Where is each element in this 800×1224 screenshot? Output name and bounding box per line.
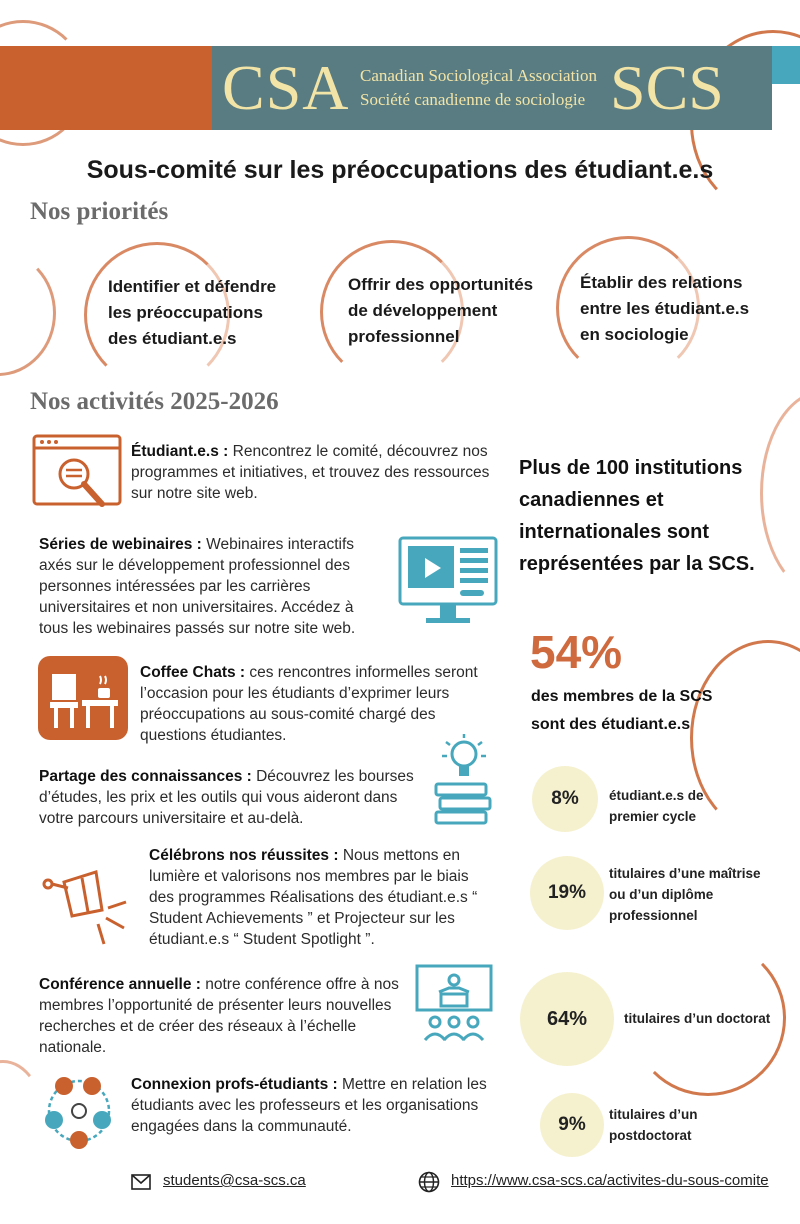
activity-title: Partage des connaissances : xyxy=(39,768,252,785)
email-link[interactable]: students@csa-scs.ca xyxy=(163,1172,306,1189)
priority-item xyxy=(108,274,276,352)
activity-item xyxy=(149,845,484,950)
priority-line: Établir des relations xyxy=(580,273,743,292)
students-percent: 54% xyxy=(530,626,623,678)
priority-line: des étudiant.e.s xyxy=(108,329,237,348)
banner-accent-block xyxy=(772,46,800,84)
decorative-ring xyxy=(0,250,56,376)
activity-item xyxy=(39,534,379,639)
priority-line: Offrir des opportunités xyxy=(348,275,534,294)
coffee-desk-icon xyxy=(38,656,128,740)
activity-item xyxy=(131,441,491,504)
stat-bubble: 9% xyxy=(540,1093,604,1157)
activity-item xyxy=(131,1074,491,1137)
spotlight-icon xyxy=(38,858,134,948)
envelope-icon xyxy=(131,1174,151,1190)
activities-heading: Nos activités 2025-2026 xyxy=(30,388,279,415)
conference-presenter-icon xyxy=(415,964,493,1044)
books-lightbulb-icon xyxy=(432,732,494,832)
banner-orange-block xyxy=(0,46,212,130)
activity-text: Découvrez les bourses d’études, les prix et les outils qui vous aideront dans votre parcours universitaire et au-delà. xyxy=(39,768,414,827)
priority-item xyxy=(348,272,533,350)
activity-title: Coffee Chats : xyxy=(140,664,246,681)
activity-title: Connexion profs-étudiants : xyxy=(131,1076,338,1093)
activity-text: Rencontrez le comité, découvrez nos programmes et initiatives, et trouvez des ressources sur notre site web. xyxy=(131,443,490,502)
network-people-icon xyxy=(38,1070,120,1152)
website-link[interactable]: https://www.csa-scs.ca/activites-du-sous-comite xyxy=(451,1172,769,1189)
stat-bubble: 64% xyxy=(520,972,614,1066)
priority-line: professionnel xyxy=(348,327,460,346)
page-title: Sous-comité sur les préoccupations des étudiant.e.s xyxy=(86,156,714,184)
globe-icon xyxy=(418,1171,440,1193)
activity-item xyxy=(39,974,407,1058)
logo-scs: SCS xyxy=(610,52,724,123)
website-search-icon xyxy=(32,434,122,514)
priority-line: les préoccupations xyxy=(108,303,263,322)
students-percent-desc: des membres de la SCS sont des étudiant.e.s xyxy=(531,688,713,733)
priority-line: entre les étudiant.e.s xyxy=(580,299,750,318)
activity-text: ces rencontres informelles seront l’occasion pour les étudiants d’exprimer leurs préoccupations au sous-comité chargé des questions étudiantes. xyxy=(140,664,478,744)
stat-label: titulaires d’un doctorat xyxy=(624,1011,771,1026)
activity-title: Séries de webinaires : xyxy=(39,536,202,553)
stat-label: titulaires d’un postdoctorat xyxy=(609,1107,698,1143)
org-name-fr: Société canadienne de sociologie xyxy=(360,90,586,109)
activity-text: Nous mettons en lumière et valorisons nos membres par le biais des programmes Réalisations des étudiant.e.s “ Student Achievements ” et Projecteur sur les étudiant.e.s “ Student Spotlight ”. xyxy=(149,847,478,948)
priority-line: en sociologie xyxy=(580,325,689,344)
logo-csa: CSA xyxy=(222,52,350,123)
video-monitor-icon xyxy=(398,536,498,628)
institutions-stat: Plus de 100 institutions canadiennes et internationales sont représentées par la SCS. xyxy=(519,457,755,575)
stat-bubble: 8% xyxy=(532,766,598,832)
stat-label: étudiant.e.s de premier cycle xyxy=(609,788,704,824)
priority-item xyxy=(580,270,749,348)
priority-line: de développement xyxy=(348,301,498,320)
activity-title: Étudiant.e.s : xyxy=(131,443,229,460)
priority-line: Identifier et défendre xyxy=(108,277,277,296)
activity-title: Conférence annuelle : xyxy=(39,976,201,993)
stat-label: titulaires d’une maîtrise ou d’un diplôme professionnel xyxy=(609,866,761,923)
activity-item xyxy=(39,766,419,829)
activity-title: Célébrons nos réussites : xyxy=(149,847,339,864)
org-name-en: Canadian Sociological Association xyxy=(360,66,598,85)
activity-text: notre conférence offre à nos membres l’opportunité de présenter leurs nouvelles recherches et de créer des réseaux à l’échelle nationale. xyxy=(39,976,399,1056)
header-banner xyxy=(0,46,800,130)
decorative-ring xyxy=(760,390,800,596)
stat-bubble: 19% xyxy=(530,856,604,930)
activity-text: Webinaires interactifs axés sur le développement professionnel des personnes intéressées par les carrières universitaires et non universitaires. Accédez à tous les webinaires passés sur notre site web. xyxy=(39,536,356,637)
activity-text: Mettre en relation les étudiants avec les professeurs et les organisations engagées dans la communauté. xyxy=(131,1076,487,1135)
priorities-heading: Nos priorités xyxy=(30,198,169,225)
